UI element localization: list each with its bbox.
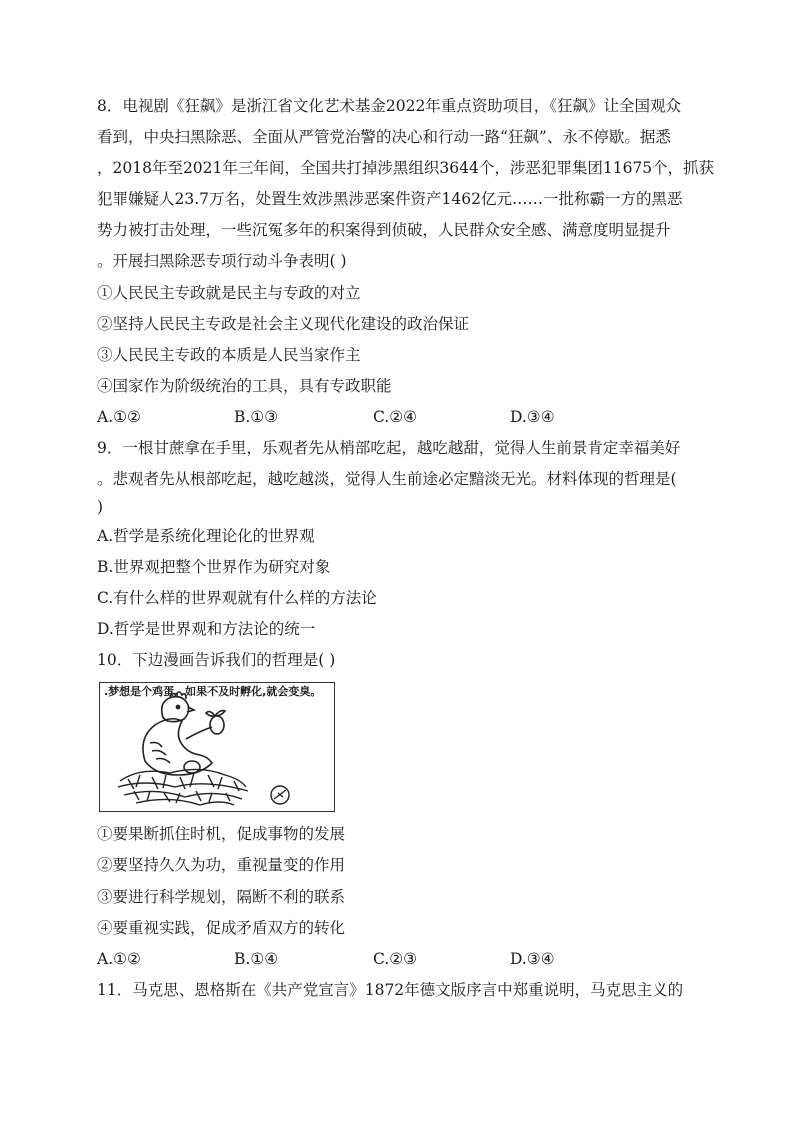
- q10-option-c[interactable]: C.②③: [373, 950, 418, 968]
- q9-option-b[interactable]: B.世界观把整个世界作为研究对象: [97, 558, 331, 576]
- q10-option-d[interactable]: D.③④: [510, 950, 555, 968]
- q10-stem: 10．下边漫画告诉我们的哲理是( ): [97, 651, 336, 669]
- q10-option-a[interactable]: A.①②: [97, 950, 141, 968]
- q9-line-1: 9．一根甘蔗拿在手里，乐观者先从梢部吃起，越吃越甜，觉得人生前景肯定幸福美好: [97, 439, 681, 457]
- q9-line-2: 。悲观者先从根部吃起，越吃越淡，觉得人生前途必定黯淡无光。材料体现的哲理是(: [97, 470, 677, 488]
- cartoon-caption: .梦想是个鸡蛋。如果不及时孵化,就会变臭。: [104, 685, 322, 698]
- q10-statement-3: ③要进行科学规划，隔断不利的联系: [97, 888, 346, 906]
- q11-stem: 11．马克思、恩格斯在《共产党宣言》1872年德文版序言中郑重说明，马克思主义的: [97, 981, 684, 999]
- q9-option-c[interactable]: C.有什么样的世界观就有什么样的方法论: [97, 589, 377, 607]
- q10-option-b[interactable]: B.①④: [234, 950, 279, 968]
- q8-statement-4: ④国家作为阶级统治的工具，具有专政职能: [97, 377, 392, 395]
- q8-line-4: 犯罪嫌疑人23.7万名，处置生效涉黑涉恶案件资产1462亿元……一批称霸一方的黑恶: [97, 190, 683, 208]
- q8-option-a[interactable]: A.①②: [97, 408, 141, 426]
- q9-line-3: ): [97, 498, 104, 516]
- q8-option-d[interactable]: D.③④: [510, 408, 555, 426]
- q10-statement-1: ①要果断抓住时机，促成事物的发展: [97, 825, 346, 843]
- q8-statement-3: ③人民民主专政的本质是人民当家作主: [97, 346, 361, 364]
- q9-option-a[interactable]: A.哲学是系统化理论化的世界观: [97, 527, 315, 545]
- q10-statement-2: ②要坚持久久为功，重视量变的作用: [97, 856, 346, 874]
- signature-mark-icon: [271, 786, 289, 804]
- q8-line-5: 势力被打击处理，一些沉冤多年的积案得到侦破，人民群众安全感、满意度明显提升: [97, 221, 671, 239]
- q8-line-2: 看到，中央扫黑除恶、全面从严管党治警的决心和行动一路“狂飙”、永不停歇。据悉: [97, 128, 671, 146]
- q8-statement-1: ①人民民主专政就是民主与专政的对立: [97, 284, 361, 302]
- cartoon-drawing: [100, 683, 335, 812]
- q10-statement-4: ④要重视实践，促成矛盾双方的转化: [97, 919, 346, 937]
- cartoon-hen-on-egg: [99, 682, 335, 812]
- q9-option-d[interactable]: D.哲学是世界观和方法论的统一: [97, 620, 316, 638]
- hen-icon: [143, 692, 225, 775]
- q8-line-1: 8．电视剧《狂飙》是浙江省文化艺术基金2022年重点资助项目，《狂飙》让全国观众: [97, 97, 682, 115]
- q8-option-c[interactable]: C.②④: [373, 408, 418, 426]
- q8-option-b[interactable]: B.①③: [234, 408, 279, 426]
- q8-line-3: ，2018年至2021年三年间，全国共打掉涉黑组织3644个，涉恶犯罪集团11675个，抓获: [97, 159, 715, 177]
- q8-statement-2: ②坚持人民民主专政是社会主义现代化建设的政治保证: [97, 315, 470, 333]
- q8-line-6: 。开展扫黑除恶专项行动斗争表明( ): [97, 252, 347, 270]
